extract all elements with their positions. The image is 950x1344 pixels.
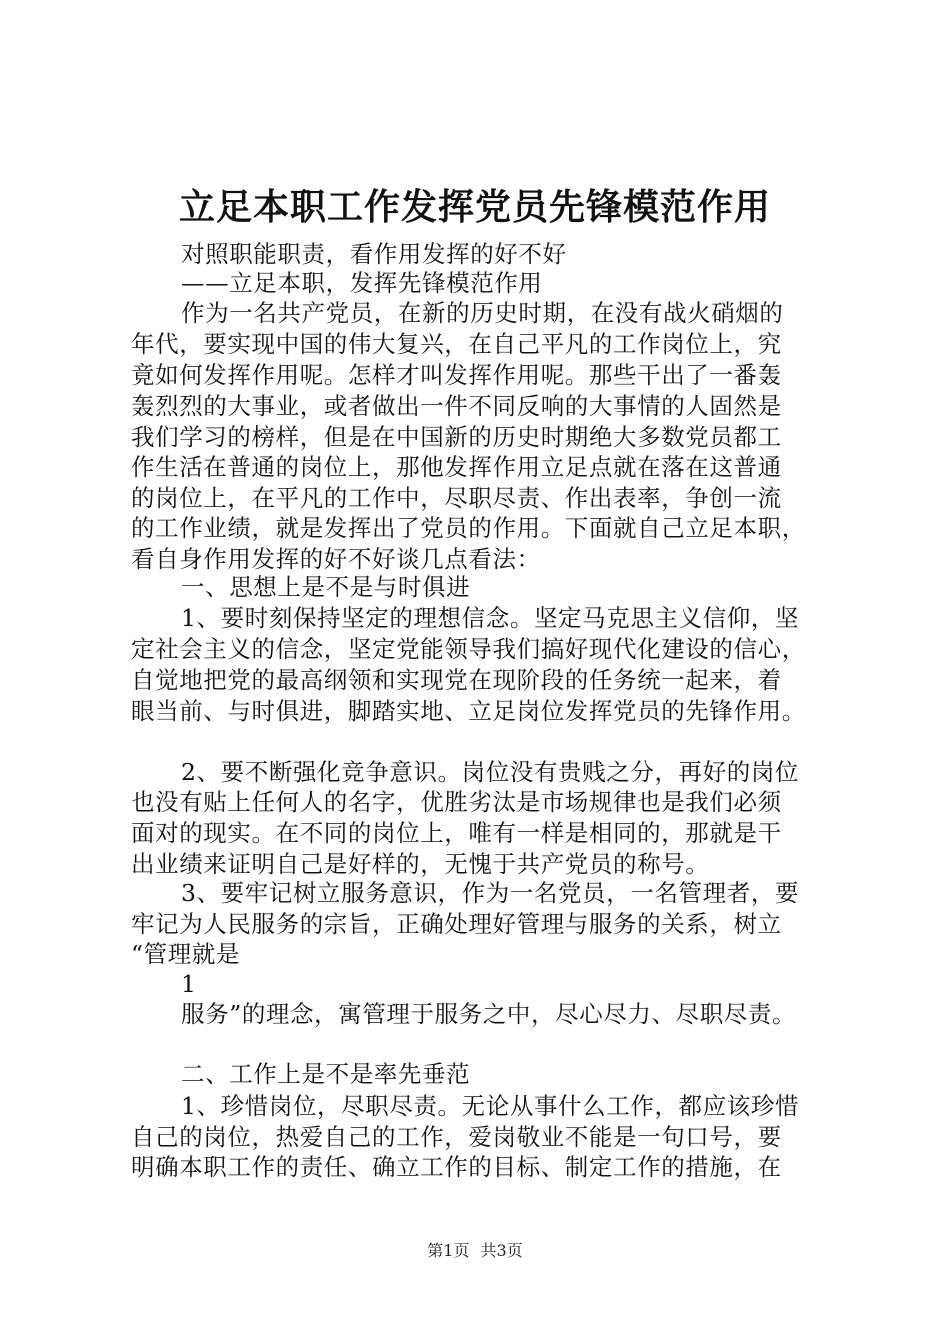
- paragraph-line: 明确本职工作的责任、确立工作的目标、制定工作的措施，在: [131, 1153, 782, 1181]
- paragraph-line: 的工作业绩，就是发挥出了党员的作用。下面就自己立足本职，: [131, 514, 806, 542]
- page-number: 第1页: [427, 1241, 470, 1260]
- paragraph-line: 3、要牢记树立服务意识，作为一名党员，一名管理者，要: [181, 879, 800, 907]
- subtitle-line: ——立足本职，发挥先锋模范作用: [181, 269, 543, 297]
- page-footer: [0, 1241, 950, 1261]
- paragraph-line: 看自身作用发挥的好不好谈几点看法：: [131, 545, 541, 573]
- subtitle-line: 对照职能职责，看作用发挥的好不好: [181, 240, 567, 268]
- paragraph-line: 也没有贴上任何人的名字，优胜劣汰是市场规律也是我们必须: [131, 788, 782, 816]
- paragraph-line: 面对的现实。在不同的岗位上，唯有一样是相同的，那就是干: [131, 819, 782, 847]
- paragraph-line: 作为一名共产党员，在新的历史时期，在没有战火硝烟的: [181, 299, 784, 327]
- paragraph-line: 眼当前、与时俱进，脚踏实地、立足岗位发挥党员的先锋作用。: [131, 697, 806, 725]
- document-title: 立足本职工作发挥党员先锋模范作用: [178, 187, 771, 228]
- paragraph-line: 作生活在普通的岗位上，那他发挥作用立足点就在落在这普通: [131, 453, 782, 481]
- paragraph-line: 定社会主义的信念，坚定党能领导我们搞好现代化建设的信心，: [131, 635, 806, 663]
- paragraph-line: “管理就是: [131, 940, 241, 968]
- section-heading: 一、思想上是不是与时俱进: [181, 573, 471, 601]
- paragraph-line: 竟如何发挥作用呢。怎样才叫发挥作用呢。那些干出了一番轰: [131, 361, 782, 389]
- paragraph-line: 牢记为人民服务的宗旨，正确处理好管理与服务的关系，树立: [131, 910, 782, 938]
- paragraph-line: 1、要时刻保持坚定的理想信念。坚定马克思主义信仰，坚: [181, 604, 800, 632]
- paragraph-line: 1、珍惜岗位，尽职尽责。无论从事什么工作，都应该珍惜: [181, 1092, 800, 1120]
- section-heading: 二、工作上是不是率先垂范: [181, 1060, 471, 1088]
- paragraph-line: 2、要不断强化竞争意识。岗位没有贵贱之分，再好的岗位: [181, 758, 800, 786]
- inline-page-number: 1: [181, 970, 197, 998]
- paragraph-line: 的岗位上，在平凡的工作中，尽职尽责、作出表率，争创一流: [131, 484, 782, 512]
- page-total: 共3页: [480, 1241, 523, 1260]
- paragraph-line: 自己的岗位，热爱自己的工作，爱岗敬业不能是一句口号，要: [131, 1123, 782, 1151]
- paragraph-line: 轰烈烈的大事业，或者做出一件不同反响的大事情的人固然是: [131, 392, 782, 420]
- paragraph-line: 我们学习的榜样，但是在中国新的历史时期绝大多数党员都工: [131, 423, 782, 451]
- paragraph-line: 服务”的理念，寓管理于服务之中，尽心尽力、尽职尽责。: [181, 1000, 797, 1028]
- paragraph-line: 出业绩来证明自己是好样的，无愧于共产党员的称号。: [131, 850, 710, 878]
- paragraph-line: 年代，要实现中国的伟大复兴，在自己平凡的工作岗位上，究: [131, 330, 782, 358]
- paragraph-line: 自觉地把党的最高纲领和实现党在现阶段的任务统一起来，着: [131, 666, 782, 694]
